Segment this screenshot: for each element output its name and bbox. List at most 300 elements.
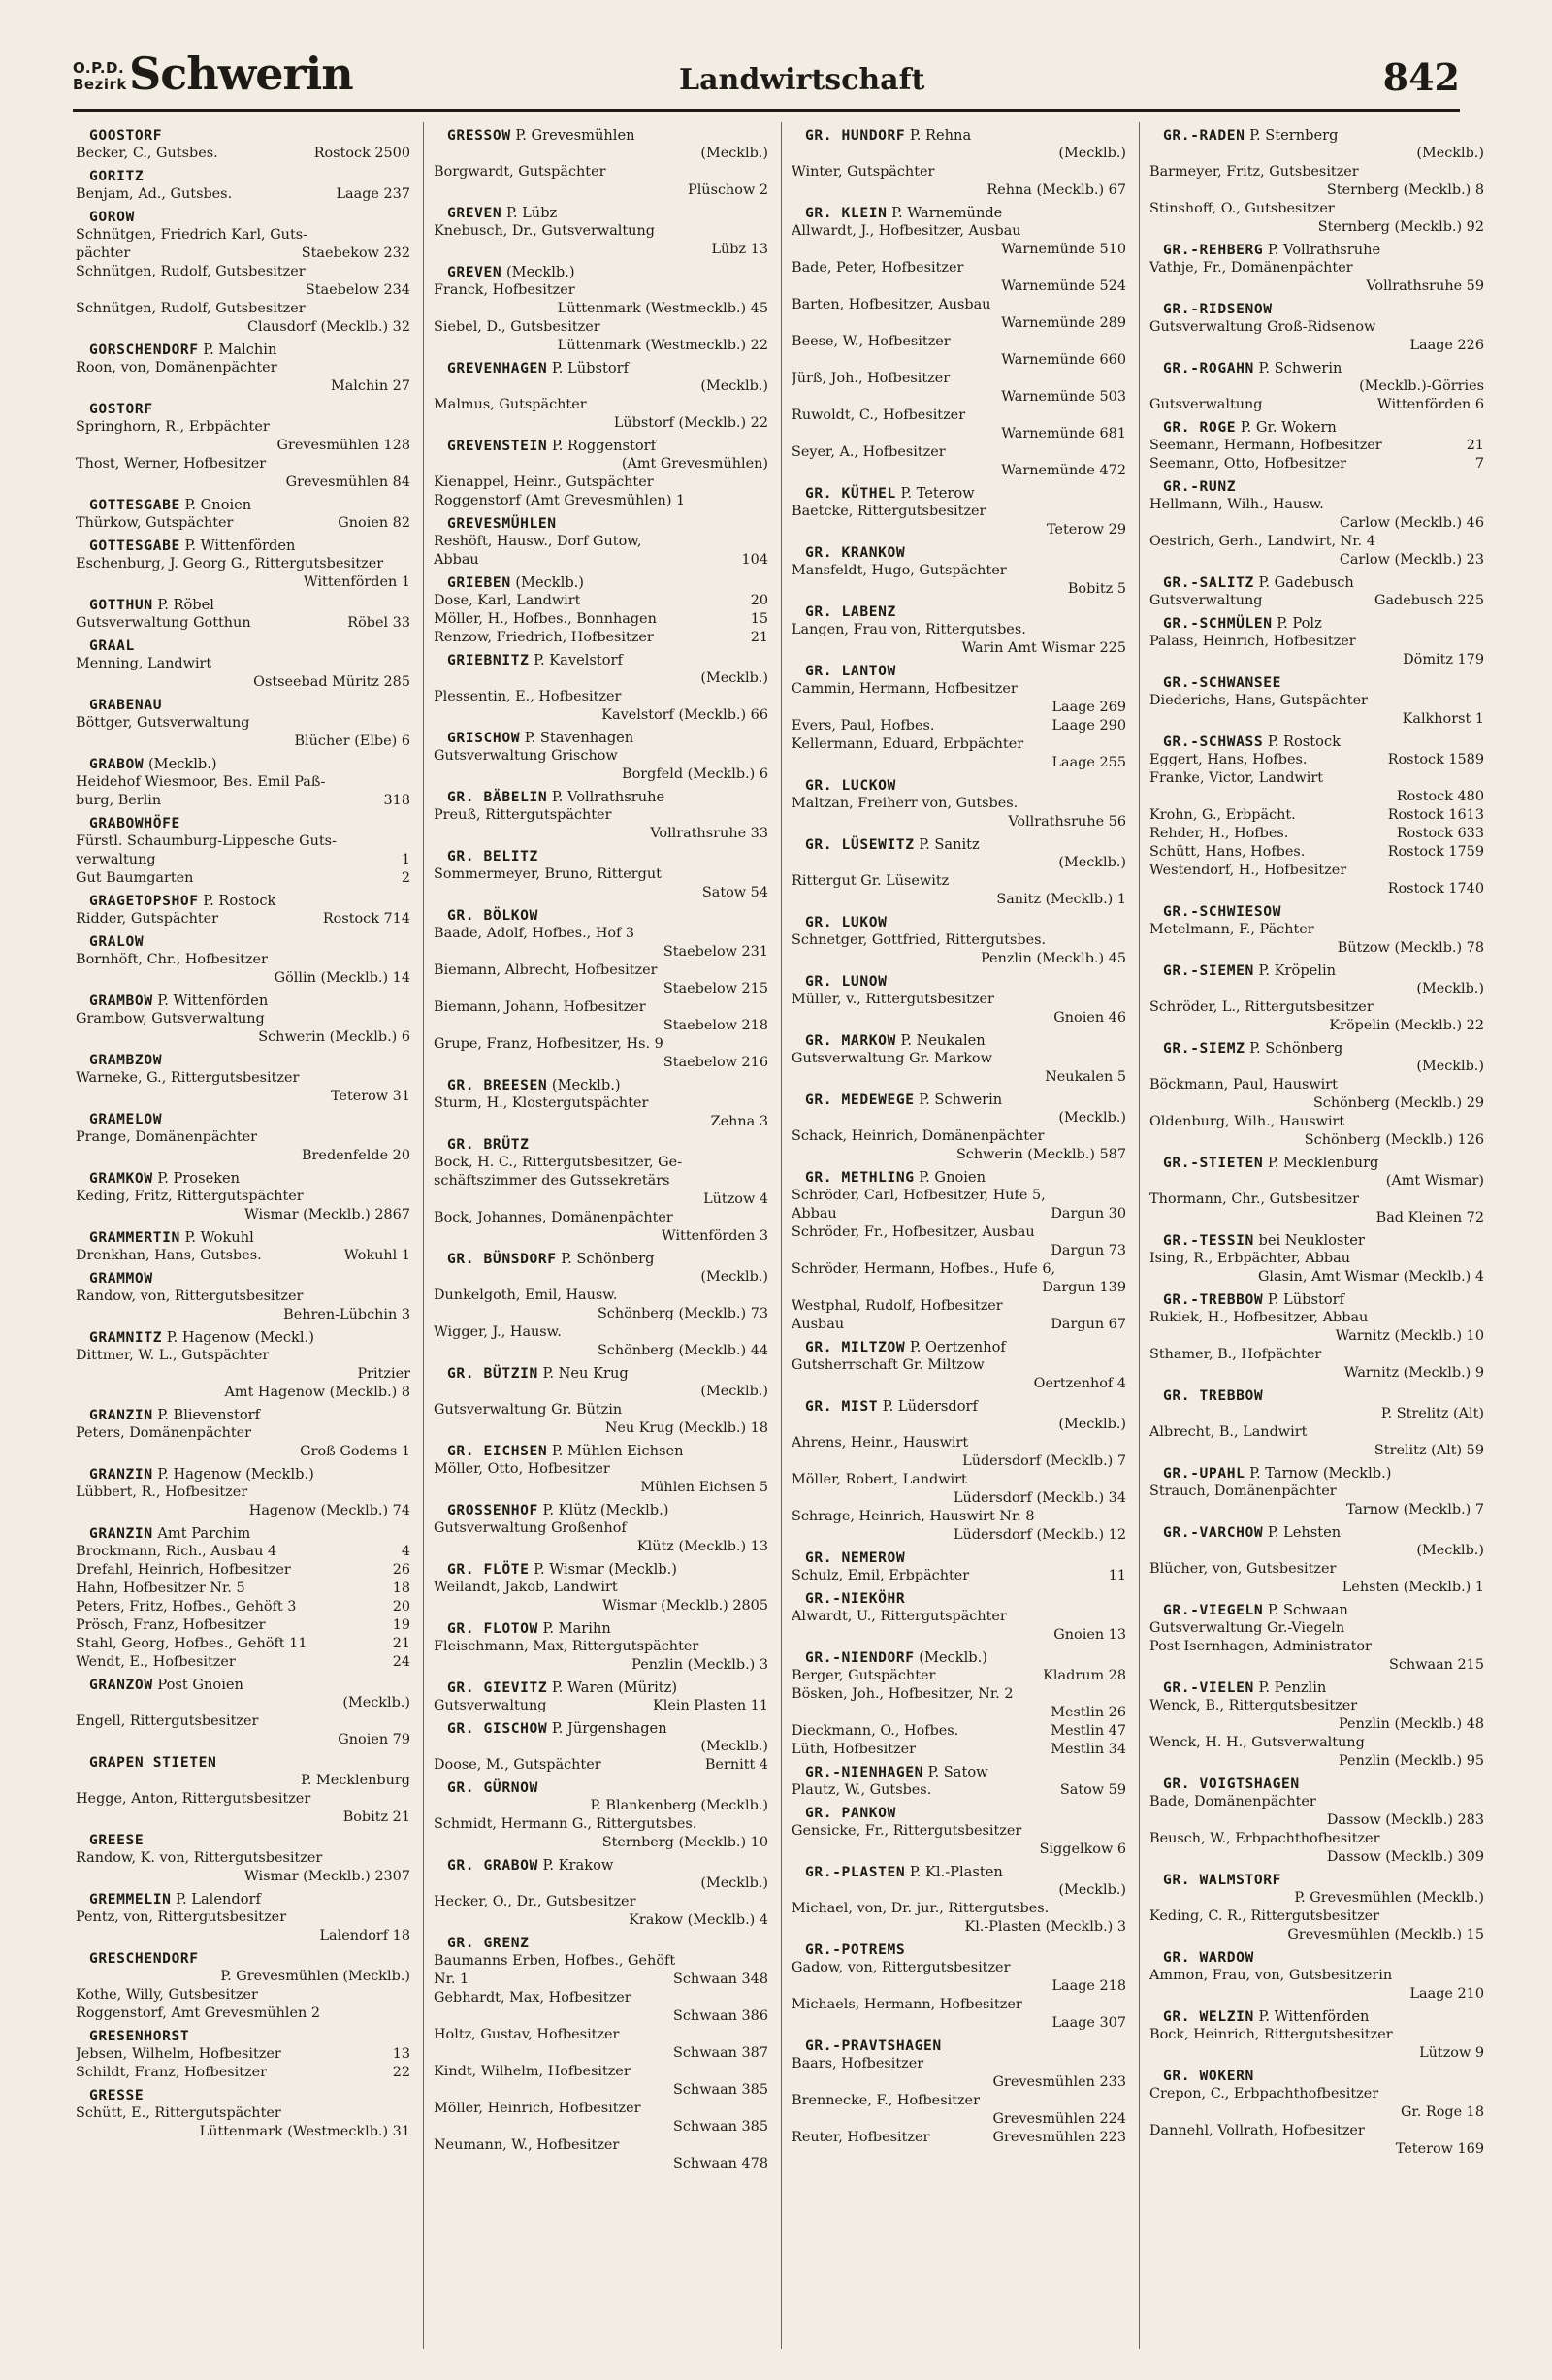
place-heading xyxy=(1149,1290,1484,1309)
place-postal-note: P. Hagenow (Mecklb.) xyxy=(152,1466,314,1483)
entry-text: Oestrich, Gerh., Landwirt, Nr. 4 xyxy=(1149,534,1375,549)
entry-line xyxy=(434,943,768,962)
place-heading xyxy=(434,1560,768,1579)
directory-entry xyxy=(792,1260,1126,1297)
place-name: GR.-PLASTEN xyxy=(805,1864,906,1880)
place-heading xyxy=(76,1169,410,1188)
place-heading xyxy=(434,651,768,669)
entry-text: Rehder, H., Hofbes. xyxy=(1149,826,1289,841)
entry-line xyxy=(792,1223,1126,1242)
place-heading xyxy=(434,1679,768,1697)
entry-line xyxy=(434,1479,768,1497)
place-heading xyxy=(434,126,768,145)
place-name: GRAGETOPSHOF xyxy=(89,893,199,909)
entry-line xyxy=(792,1375,1126,1393)
entry-location-number: Gnoien 82 xyxy=(338,515,410,531)
entry-text: Strauch, Domänenpächter xyxy=(1149,1483,1337,1499)
place-name: GR. LABENZ xyxy=(805,603,896,620)
place-name: GR.-TESSIN xyxy=(1163,1232,1254,1249)
entry-line xyxy=(434,318,768,337)
directory-entry xyxy=(792,370,1126,407)
entry-text: Allwardt, J., Hofbesitzer, Ausbau xyxy=(792,223,1021,239)
entry-line xyxy=(76,792,410,810)
entry-line xyxy=(76,1443,410,1461)
entry-line xyxy=(76,1809,410,1827)
place-name: GR. KLEIN xyxy=(805,205,888,221)
entry-line xyxy=(76,1653,410,1672)
entry-location-number: 20 xyxy=(750,593,768,608)
entry-text: Kienappel, Heinr., Gutspächter xyxy=(434,474,654,490)
directory-entry xyxy=(1149,1346,1484,1383)
entry-text: Möller, Otto, Hofbesitzer xyxy=(434,1461,610,1477)
entry-line xyxy=(1149,2122,1484,2140)
place-heading xyxy=(1149,300,1484,318)
entry-line xyxy=(76,1502,410,1520)
entry-location-number: Sternberg (Mecklb.) 92 xyxy=(1317,219,1484,235)
place-name: GR. TREBBOW xyxy=(1163,1387,1264,1404)
entry-line xyxy=(76,437,410,455)
place-name: GOOSTORF xyxy=(89,127,163,144)
entry-line xyxy=(1149,1619,1484,1638)
place-heading xyxy=(1149,477,1484,496)
entry-line xyxy=(792,1489,1126,1508)
directory-entry xyxy=(434,145,768,200)
entry-line xyxy=(792,259,1126,277)
place-heading xyxy=(792,835,1126,854)
entry-location-number: Mestlin 47 xyxy=(1051,1723,1126,1739)
entry-text: Westphal, Rudolf, Hofbesitzer xyxy=(792,1298,1003,1314)
directory-entry xyxy=(1149,1309,1484,1346)
directory-entry xyxy=(1149,1889,1484,1944)
entry-location-number: Warnitz (Mecklb.) 10 xyxy=(1335,1328,1484,1344)
entry-line xyxy=(1149,1560,1484,1579)
directory-entry xyxy=(76,614,410,633)
directory-entry xyxy=(1149,1619,1484,1675)
place-name: GR. LANTOW xyxy=(805,663,896,679)
entry-line xyxy=(792,222,1126,241)
entry-text: Gutsverwaltung Gotthun xyxy=(76,615,251,631)
place-name: GR. PANKOW xyxy=(805,1805,896,1821)
entry-location-number: P. Blankenberg (Mecklb.) xyxy=(590,1798,768,1813)
directory-entry xyxy=(76,1561,410,1580)
entry-line xyxy=(1149,980,1484,998)
entry-text: Warneke, G., Rittergutsbesitzer xyxy=(76,1070,300,1086)
entry-location-number: 21 xyxy=(1466,438,1484,453)
directory-entry xyxy=(434,747,768,784)
entry-line xyxy=(434,1113,768,1131)
entry-text: Prösch, Franz, Hofbesitzer xyxy=(76,1617,266,1633)
entry-location-number: Kl.-Plasten (Mecklb.) 3 xyxy=(964,1919,1126,1935)
entry-location-number: Clausdorf (Mecklb.) 32 xyxy=(246,319,410,335)
entry-text: Barmeyer, Fritz, Gutsbesitzer xyxy=(1149,164,1359,179)
entry-text: Wenck, H. H., Gutsverwaltung xyxy=(1149,1735,1365,1750)
entry-line xyxy=(76,1849,410,1868)
entry-location-number: Grevesmühlen 223 xyxy=(992,2130,1126,2145)
entry-line xyxy=(1149,318,1484,337)
place-heading xyxy=(792,1338,1126,1356)
entry-text: Bock, H. C., Rittergutsbesitzer, Ge- xyxy=(434,1155,683,1170)
directory-entry xyxy=(434,2136,768,2173)
entry-location-number: Schönberg (Mecklb.) 44 xyxy=(597,1343,768,1358)
place-postal-note: P. Wittenförden xyxy=(152,993,269,1009)
entry-line xyxy=(434,1323,768,1342)
entry-line xyxy=(76,655,410,673)
entry-text: Gutsverwaltung xyxy=(1149,593,1263,608)
entry-line xyxy=(792,891,1126,909)
entry-location-number: Gr. Roge 18 xyxy=(1400,2104,1484,2120)
entry-location-number: Glasin, Amt Wismar (Mecklb.) 4 xyxy=(1257,1269,1484,1285)
place-heading xyxy=(434,1934,768,1952)
place-name: GRESSE xyxy=(89,2087,145,2103)
entry-text: Schrage, Heinrich, Hauswirt Nr. 8 xyxy=(792,1509,1035,1524)
entry-location-number: 20 xyxy=(392,1599,410,1614)
entry-line xyxy=(792,370,1126,388)
entry-line xyxy=(792,580,1126,599)
entry-location-number: Borgfeld (Mecklb.) 6 xyxy=(622,766,768,782)
entry-line xyxy=(76,773,410,792)
entry-text: pächter xyxy=(76,245,131,261)
entry-line xyxy=(1149,1209,1484,1227)
entry-location-number: Wittenförden 1 xyxy=(303,574,410,590)
entry-line xyxy=(1149,1501,1484,1519)
entry-line xyxy=(792,296,1126,314)
entry-line xyxy=(1149,692,1484,710)
entry-line xyxy=(434,825,768,843)
entry-text: Renzow, Friedrich, Hofbesitzer xyxy=(434,630,654,645)
entry-text: Keding, C. R., Rittergutsbesitzer xyxy=(1149,1908,1380,1924)
entry-line xyxy=(792,1242,1126,1260)
column-4 xyxy=(1149,122,1484,2364)
place-heading xyxy=(76,1465,410,1483)
entry-line xyxy=(76,1306,410,1324)
entry-line xyxy=(434,1538,768,1556)
entry-location-number: Sternberg (Mecklb.) 10 xyxy=(601,1835,768,1850)
entry-line xyxy=(434,1342,768,1360)
entry-line xyxy=(76,1790,410,1809)
directory-entry xyxy=(1149,533,1484,570)
entry-line xyxy=(792,1881,1126,1900)
entry-line xyxy=(434,1971,768,1989)
entry-line xyxy=(792,813,1126,831)
place-postal-note: P. Lübz xyxy=(501,205,558,221)
entry-location-number: Sternberg (Mecklb.) 8 xyxy=(1326,182,1484,198)
place-heading xyxy=(76,1051,410,1069)
place-heading xyxy=(76,2086,410,2104)
entry-line xyxy=(792,717,1126,735)
entry-text: Barten, Hofbesitzer, Ausbau xyxy=(792,297,991,312)
directory-entry xyxy=(76,1188,410,1224)
directory-entry xyxy=(792,795,1126,831)
directory-entry xyxy=(434,1094,768,1131)
directory-entry xyxy=(76,145,410,163)
entry-text: Schnütgen, Friedrich Karl, Guts- xyxy=(76,227,307,243)
entry-line xyxy=(1149,1715,1484,1734)
directory-entry xyxy=(434,1035,768,1072)
entry-text: Drefahl, Heinrich, Hofbesitzer xyxy=(76,1562,291,1578)
directory-entry xyxy=(1149,2026,1484,2063)
entry-location-number: Warnemünde 524 xyxy=(1001,278,1126,294)
entry-location-number: Oertzenhof 4 xyxy=(1033,1376,1126,1391)
entry-line xyxy=(434,1697,768,1715)
entry-location-number: (Mecklb.) xyxy=(1416,1059,1484,1074)
entry-line xyxy=(76,2064,410,2082)
entry-line xyxy=(434,1154,768,1172)
entry-text: Schröder, L., Rittergutsbesitzer xyxy=(1149,999,1374,1015)
entry-text: Biemann, Albrecht, Hofbesitzer xyxy=(434,962,658,978)
place-postal-note: (Mecklb.) xyxy=(914,1649,987,1666)
entry-location-number: Klütz (Mecklb.) 13 xyxy=(636,1539,768,1554)
entry-line xyxy=(1149,651,1484,669)
entry-line xyxy=(1149,1309,1484,1327)
entry-location-number: (Mecklb.) xyxy=(700,1384,768,1399)
place-name: GR.-NIEKÖHR xyxy=(805,1590,906,1607)
place-name: GR.-SCHWIESOW xyxy=(1163,903,1282,920)
place-name: GR. MILTZOW xyxy=(805,1339,906,1355)
entry-location-number: Lüdersdorf (Mecklb.) 12 xyxy=(953,1527,1126,1543)
place-name: GR.-SIEMZ xyxy=(1163,1040,1245,1057)
entry-location-number: Satow 54 xyxy=(701,885,768,900)
entry-location-number: Penzlin (Mecklb.) 3 xyxy=(631,1657,768,1673)
entry-line xyxy=(1149,862,1484,880)
place-heading xyxy=(76,1753,410,1772)
entry-line xyxy=(1149,1346,1484,1364)
entry-line xyxy=(76,1908,410,1927)
directory-entry xyxy=(792,931,1126,968)
entry-location-number: 7 xyxy=(1474,456,1484,472)
entry-line xyxy=(792,1722,1126,1741)
directory-entry xyxy=(792,1741,1126,1759)
place-heading xyxy=(792,126,1126,145)
entry-line xyxy=(76,1128,410,1147)
place-postal-note: P. Kl.-Plasten xyxy=(905,1864,1003,1880)
entry-text: Randow, K. von, Rittergutsbesitzer xyxy=(76,1850,323,1866)
entry-text: Kindt, Wilhelm, Hofbesitzer xyxy=(434,2064,630,2079)
entry-line xyxy=(1149,1811,1484,1830)
entry-text: Hegge, Anton, Rittergutsbesitzer xyxy=(76,1791,311,1807)
entry-location-number: Strelitz (Alt) 59 xyxy=(1374,1443,1484,1458)
place-postal-note: P. Gr. Wokern xyxy=(1236,419,1337,436)
entry-line xyxy=(792,1959,1126,1977)
entry-location-number: Mestlin 26 xyxy=(1051,1705,1126,1720)
entry-text: Gensicke, Fr., Rittergutsbesitzer xyxy=(792,1823,1022,1839)
place-heading xyxy=(792,2037,1126,2055)
entry-text: Bösken, Joh., Hofbesitzer, Nr. 2 xyxy=(792,1686,1014,1702)
directory-entry xyxy=(792,2092,1126,2129)
directory-entry xyxy=(792,145,1126,200)
entry-text: Vathje, Fr., Domänenpächter xyxy=(1149,260,1353,276)
directory-entry xyxy=(792,1567,1126,1585)
entry-line xyxy=(792,1822,1126,1841)
place-name: GR. WALMSTORF xyxy=(1163,1872,1282,1888)
entry-text: Seemann, Hermann, Hofbesitzer xyxy=(1149,438,1382,453)
entry-line xyxy=(434,962,768,980)
entry-line xyxy=(434,1383,768,1401)
bezirk-label: Bezirk xyxy=(73,76,127,93)
place-name: GRAMKOW xyxy=(89,1170,153,1187)
entry-text: Ausbau xyxy=(792,1317,845,1332)
entry-line xyxy=(434,473,768,492)
place-name: GORITZ xyxy=(89,168,145,184)
entry-line xyxy=(434,884,768,902)
directory-entry xyxy=(792,259,1126,296)
entry-line xyxy=(434,2155,768,2173)
column-divider xyxy=(781,122,782,2349)
entry-text: Metelmann, F., Pächter xyxy=(1149,922,1314,937)
directory-entry xyxy=(76,185,410,204)
place-heading xyxy=(1149,673,1484,692)
entry-location-number: Tarnow (Mecklb.) 7 xyxy=(1345,1502,1484,1517)
entry-text: Möller, Robert, Landwirt xyxy=(792,1472,967,1487)
entry-location-number: Wittenförden 3 xyxy=(661,1228,768,1244)
entry-line xyxy=(434,2026,768,2044)
entry-text: Gutsverwaltung Gr. Bützin xyxy=(434,1402,623,1418)
place-heading xyxy=(792,484,1126,503)
place-name: GRABENAU xyxy=(89,697,163,713)
entry-text: Hecker, O., Dr., Gutsbesitzer xyxy=(434,1894,636,1909)
directory-entry xyxy=(76,1598,410,1616)
place-name: GREMMELIN xyxy=(89,1891,172,1907)
entry-line xyxy=(1149,788,1484,806)
entry-line xyxy=(76,300,410,318)
entry-location-number: Krakow (Mecklb.) 4 xyxy=(629,1912,768,1928)
place-name: GR.-SCHMÜLEN xyxy=(1163,615,1273,632)
entry-line xyxy=(792,521,1126,539)
entry-line xyxy=(792,2092,1126,2110)
place-name: GR.-SIEMEN xyxy=(1163,962,1254,979)
entry-line xyxy=(76,185,410,204)
entry-location-number: Rostock 1589 xyxy=(1387,752,1484,767)
directory-entry xyxy=(792,333,1126,370)
entry-location-number: Staebelow 234 xyxy=(305,282,410,298)
entry-text: Gutsverwaltung Groß-Ridsenow xyxy=(1149,319,1376,335)
entry-line xyxy=(434,300,768,318)
place-postal-note: P. Rehna xyxy=(905,127,972,144)
entry-line xyxy=(76,869,410,888)
entry-location-number: 26 xyxy=(392,1562,410,1578)
directory-entry xyxy=(76,1616,410,1635)
directory-entry xyxy=(1149,980,1484,1035)
entry-line xyxy=(434,669,768,688)
entry-line xyxy=(76,1616,410,1635)
directory-entry xyxy=(792,1881,1126,1937)
place-heading xyxy=(434,729,768,747)
directory-entry xyxy=(434,1323,768,1360)
place-heading xyxy=(1149,359,1484,377)
entry-line xyxy=(792,2073,1126,2092)
entry-location-number: Staebekow 232 xyxy=(301,245,410,261)
entry-text: Schmidt, Hermann G., Rittergutsbes. xyxy=(434,1816,697,1832)
directory-entry xyxy=(1149,2122,1484,2159)
entry-text: Dieckmann, O., Hofbes. xyxy=(792,1723,959,1739)
entry-line xyxy=(434,145,768,163)
place-heading xyxy=(76,1831,410,1849)
entry-text: Grupe, Franz, Hofbesitzer, Hs. 9 xyxy=(434,1036,663,1052)
entry-location-number: (Mecklb.) xyxy=(700,1875,768,1891)
entry-line xyxy=(1149,200,1484,218)
entry-line xyxy=(76,1927,410,1945)
place-heading xyxy=(1149,2067,1484,2085)
place-name: GR. MIST xyxy=(805,1398,879,1415)
entry-text: Lübbert, R., Hofbesitzer xyxy=(76,1484,248,1500)
directory-entry xyxy=(434,1209,768,1246)
entry-text: Eggert, Hans, Hofbes. xyxy=(1149,752,1308,767)
entry-line xyxy=(76,245,410,263)
place-postal-note: P. Jürgenshagen xyxy=(547,1720,667,1737)
place-name: GR. METHLING xyxy=(805,1169,915,1186)
place-postal-note: P. Blievenstorf xyxy=(152,1407,260,1423)
entry-text: Blücher, von, Gutsbesitzer xyxy=(1149,1561,1337,1577)
entry-location-number: Rostock 480 xyxy=(1396,789,1484,804)
entry-text: Sthamer, B., Hofpächter xyxy=(1149,1347,1322,1362)
entry-line xyxy=(1149,825,1484,843)
directory-entry xyxy=(1149,806,1484,825)
entry-line xyxy=(1149,1734,1484,1752)
entry-location-number: Schwaan 385 xyxy=(673,2082,768,2098)
entry-line xyxy=(1149,1985,1484,2004)
directory-entry xyxy=(76,773,410,810)
entry-location-number: 19 xyxy=(392,1617,410,1633)
place-heading xyxy=(76,400,410,418)
entry-text: Holtz, Gustav, Hofbesitzer xyxy=(434,2027,620,2042)
directory-entry xyxy=(1149,843,1484,862)
entry-line xyxy=(792,854,1126,872)
entry-line xyxy=(1149,533,1484,551)
entry-line xyxy=(1149,1423,1484,1442)
entry-line xyxy=(1149,1967,1484,1985)
place-postal-note: P. Warnemünde xyxy=(887,205,1003,221)
entry-line xyxy=(76,145,410,163)
entry-line xyxy=(792,621,1126,639)
place-name: GRESCHENDORF xyxy=(89,1950,199,1967)
page-header xyxy=(73,49,1460,105)
entry-line xyxy=(792,1316,1126,1334)
entry-text: Knebusch, Dr., Gutsverwaltung xyxy=(434,223,655,239)
entry-location-number: Dassow (Mecklb.) 283 xyxy=(1326,1812,1484,1828)
entry-line xyxy=(1149,592,1484,610)
place-heading xyxy=(434,1364,768,1383)
place-postal-note: P. Neu Krug xyxy=(537,1365,629,1382)
directory-entry xyxy=(76,2064,410,2082)
entry-text: Baumanns Erben, Hofbes., Gehöft xyxy=(434,1953,676,1969)
directory-entry xyxy=(434,1268,768,1323)
entry-text: Becker, C., Gutsbes. xyxy=(76,146,218,161)
entry-line xyxy=(792,462,1126,480)
directory-entry xyxy=(1149,318,1484,355)
entry-line xyxy=(1149,880,1484,898)
place-name: GR.-SCHWANSEE xyxy=(1163,674,1282,691)
directory-entry xyxy=(1149,862,1484,898)
place-name: GRAMMERTIN xyxy=(89,1229,180,1246)
entry-text: Wendt, E., Hofbesitzer xyxy=(76,1654,236,1670)
entry-location-number: Schwaan 478 xyxy=(673,2156,768,2171)
directory-entry xyxy=(792,735,1126,772)
place-heading xyxy=(434,788,768,806)
entry-text: Wenck, B., Rittergutsbesitzer xyxy=(1149,1698,1358,1713)
entry-line xyxy=(434,241,768,259)
entry-location-number: (Mecklb.) xyxy=(700,1269,768,1285)
directory-entry xyxy=(1149,1830,1484,1867)
directory-entry xyxy=(76,300,410,337)
place-heading xyxy=(792,1031,1126,1050)
entry-line xyxy=(76,1147,410,1165)
entry-text: Rittergut Gr. Lüsewitz xyxy=(792,873,950,889)
place-heading xyxy=(1149,1523,1484,1542)
entry-location-number: Wismar (Mecklb.) 2867 xyxy=(243,1207,410,1223)
place-heading xyxy=(76,1890,410,1908)
place-postal-note: P. Krakow xyxy=(537,1857,614,1874)
place-name: GR. NEMEROW xyxy=(805,1549,906,1566)
directory-entry xyxy=(434,1579,768,1615)
